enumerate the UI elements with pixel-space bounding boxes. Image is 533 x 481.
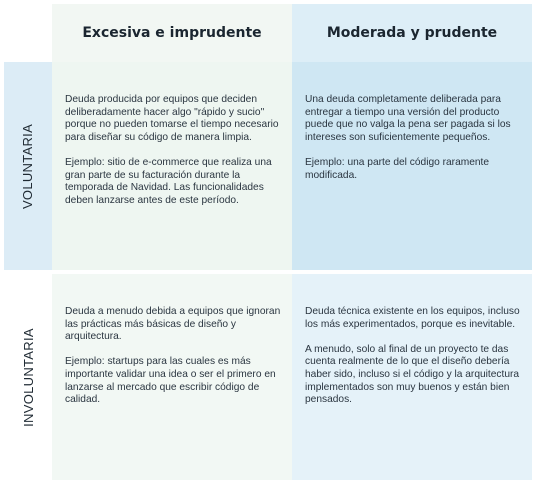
column-header-moderada-label: Moderada y prudente (326, 25, 498, 41)
column-header-moderada (292, 4, 532, 62)
column-header-excesiva-label: Excesiva e imprudente (82, 25, 262, 41)
cell-note: A menudo, solo al final de un proyecto te das cuenta realmente de lo que el diseño debería haber sido, incluso si el código y la arquitectura implementados son muy buenos y están bien pensados. (305, 343, 520, 406)
cell-example: Ejemplo: una parte del código raramente modificada. (305, 156, 490, 181)
cell-voluntaria-excesiva (52, 62, 292, 270)
cell-description: Deuda producida por equipos que deciden deliberadamente hacer algo "rápido y sucio" porque no pueden tomarse el tiempo necesario para diseñar su código de manera limpia. (65, 94, 279, 143)
column-header-excesiva (52, 4, 292, 62)
cell-description: Una deuda completamente deliberada para entregar a tiempo una versión del producto puede que no valga la pena ser pagada si los intereses son suficientemente pequeños. (305, 94, 511, 143)
row-header-involuntaria-label: INVOLUNTARIA (20, 327, 36, 427)
cell-description: Deuda técnica existente en los equipos, incluso los más experimentados, porque es inevitable. (305, 306, 520, 330)
cell-voluntaria-moderada (292, 62, 532, 270)
cell-description: Deuda a menudo debida a equipos que ignoran las prácticas más básicas de diseño y arquitectura. (65, 306, 281, 343)
cell-involuntaria-moderada (292, 274, 532, 480)
cell-example: Ejemplo: startups para las cuales es más importante validar una idea o ser el primero en lanzarse al mercado que escribir código de calidad. (65, 356, 276, 406)
cell-example: Ejemplo: sitio de e-commerce que realiza una gran parte de su facturación durante la temporada de Navidad. Las funcionalidades deben lanzarse antes de este período. (65, 156, 272, 206)
row-header-involuntaria (4, 274, 52, 480)
row-header-voluntaria (4, 62, 52, 270)
cell-involuntaria-excesiva (52, 274, 292, 480)
row-header-voluntaria-label: VOLUNTARIA (20, 123, 36, 209)
